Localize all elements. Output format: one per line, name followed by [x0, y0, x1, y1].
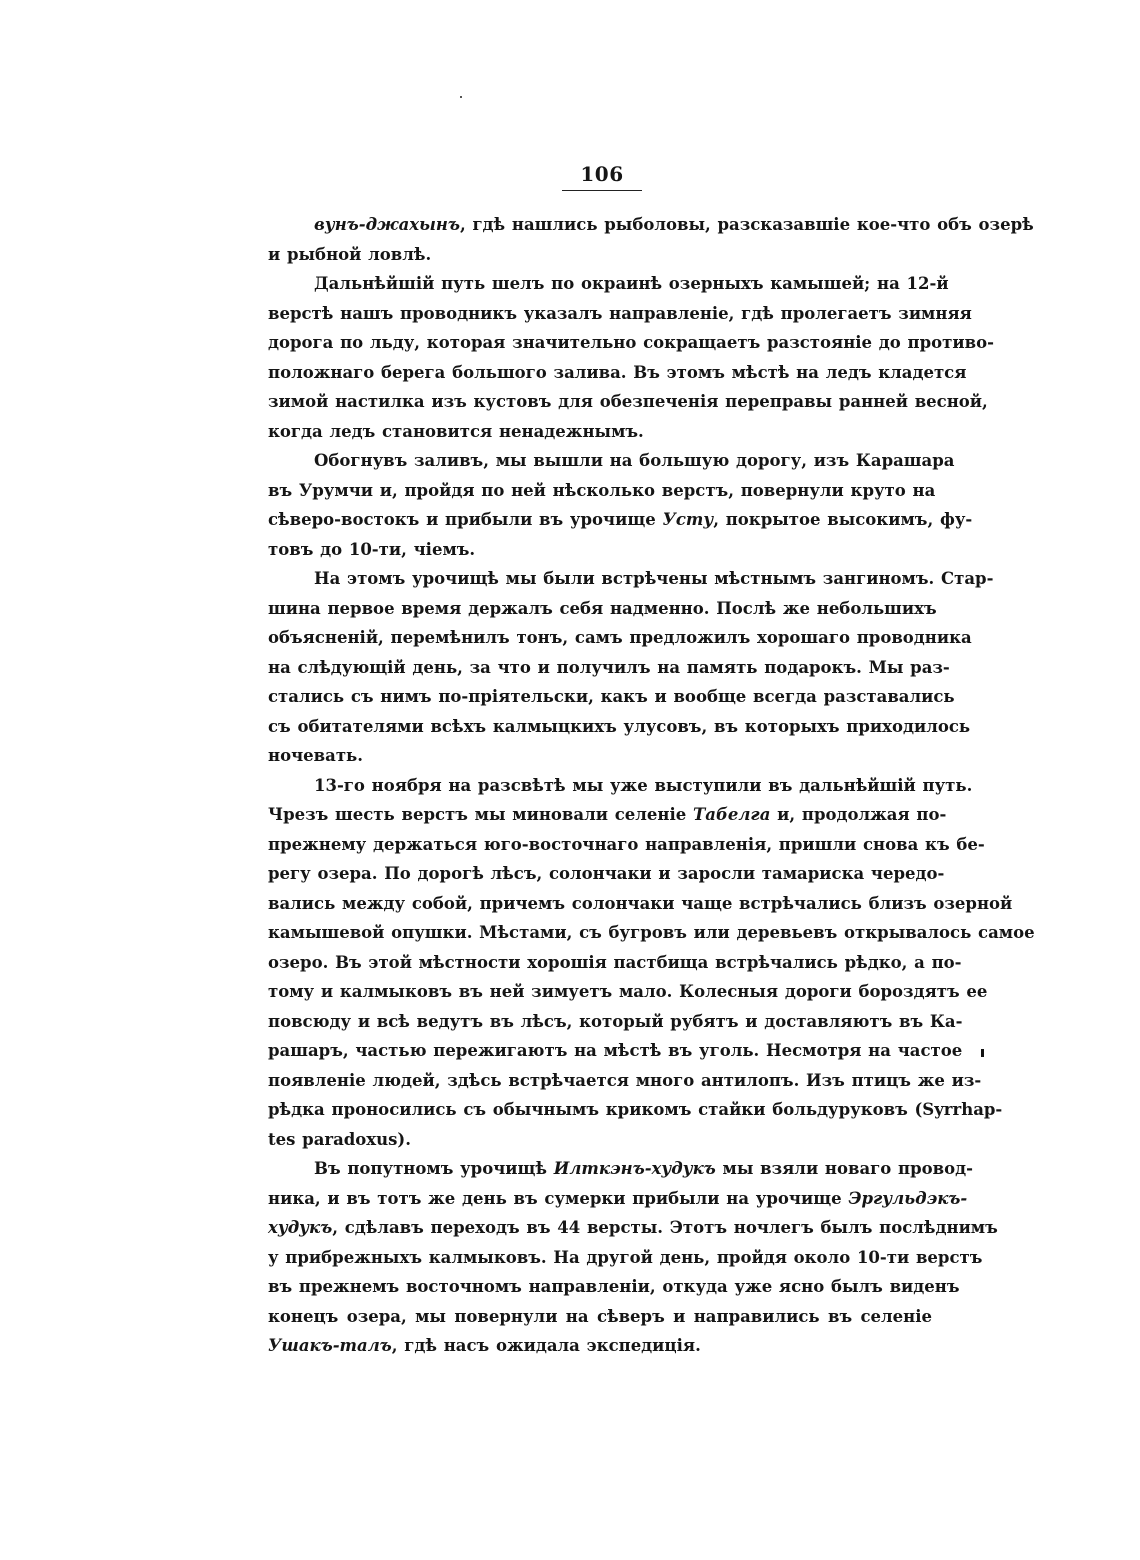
text-line: [268, 741, 932, 771]
text-segment: Дальнѣйшій путь шелъ по окраинѣ озерныхъ камышей; на 12-й: [314, 274, 949, 293]
text-segment: мы взяли новаго провод-: [715, 1159, 973, 1178]
text-segment: верстѣ нашъ проводникъ указалъ направленіе, гдѣ пролегаетъ зимняя: [268, 303, 972, 323]
text-line: [268, 1036, 963, 1066]
text-segment: повсюду и всѣ ведутъ въ лѣсъ, который рубятъ и доставляютъ въ Ка-: [268, 1011, 963, 1031]
text-segment: и рыбной ловлѣ.: [268, 244, 432, 264]
text-line: [268, 328, 994, 358]
text-line: [268, 417, 932, 447]
text-segment: тому и калмыковъ въ ней зимуетъ мало. Колесныя дороги бороздятъ ее: [268, 982, 988, 1001]
text-segment: положнаго берега большого залива. Въ этомъ мѣстѣ на ледъ кладется: [268, 362, 967, 382]
text-line: [268, 240, 932, 270]
text-segment: дорога по льду, которая значительно сокращаетъ разстояніе до противо-: [268, 333, 994, 352]
italic-place-name: Усту: [662, 510, 714, 529]
text-line: [268, 1272, 960, 1302]
text-segment: сѣверо-востокъ и прибыли въ урочище: [268, 510, 663, 529]
text-line: [268, 1007, 963, 1037]
text-segment: съ обитателями всѣхъ калмыцкихъ улусовъ, въ которыхъ приходилось: [268, 716, 971, 736]
italic-place-name: Табелга: [692, 805, 771, 824]
page-number-rule: [562, 190, 642, 191]
text-segment: , гдѣ нашлись рыболовы, разсказавшіе кое-что объ озерѣ: [459, 215, 1034, 234]
text-line: [268, 712, 971, 742]
text-line: [268, 594, 937, 624]
text-segment: , гдѣ насъ ожидала экспедиція.: [391, 1336, 701, 1355]
text-segment: когда ледъ становится ненадежнымъ.: [268, 421, 644, 441]
text-segment: ника, и въ тотъ же день въ сумерки прибыли на урочище: [268, 1188, 849, 1208]
text-segment: ночевать.: [268, 746, 363, 765]
text-segment: объясненій, перемѣнилъ тонъ, самъ предложилъ хорошаго проводника: [268, 628, 972, 647]
text-line: [268, 889, 1013, 919]
text-line: [268, 771, 973, 801]
italic-place-name: Илткэнъ-худукъ: [553, 1159, 716, 1178]
text-segment: камышевой опушки. Мѣстами, съ бугровъ или деревьевъ открывалось самое: [268, 923, 1035, 942]
text-body: [268, 210, 1035, 1361]
text-segment: товъ до 10-ти, чіемъ.: [268, 539, 476, 559]
text-line: [268, 476, 936, 506]
paragraph: [268, 210, 1034, 269]
text-line: [268, 1184, 968, 1214]
italic-place-name: Ушакъ-талъ: [268, 1336, 392, 1355]
text-line: [268, 505, 973, 535]
text-line: [268, 918, 1035, 948]
italic-place-name: худукъ: [268, 1218, 333, 1237]
text-line: [268, 1066, 982, 1096]
scan-speck: [981, 1049, 984, 1057]
text-segment: въ Урумчи и, пройдя по ней нѣсколько верстъ, повернули круто на: [268, 480, 936, 500]
italic-place-name: вунъ-джахынъ: [314, 215, 460, 234]
text-line: [268, 446, 955, 476]
text-segment: Въ попутномъ урочищѣ: [314, 1159, 554, 1178]
text-segment: прежнему держаться юго-восточнаго направленія, пришли снова къ бе-: [268, 834, 985, 854]
text-line: [268, 269, 949, 299]
page-number: 106: [580, 162, 624, 186]
text-line: [268, 1243, 983, 1273]
text-line: [268, 210, 1034, 240]
italic-place-name: Эргульдэкъ-: [848, 1188, 968, 1208]
text-line: [268, 1154, 973, 1184]
text-segment: , сдѣлавъ переходъ въ 44 версты. Этотъ ночлегъ былъ послѣднимъ: [332, 1218, 998, 1237]
text-line: [268, 977, 988, 1007]
text-line: [268, 1331, 932, 1361]
text-line: [268, 358, 967, 388]
text-line: [268, 535, 932, 565]
text-segment: tes paradoxus).: [268, 1129, 411, 1149]
text-line: [268, 948, 962, 978]
text-line: [268, 299, 972, 329]
text-line: [268, 1095, 1003, 1125]
text-segment: озеро. Въ этой мѣстности хорошія пастбища встрѣчались рѣдко, а по-: [268, 952, 962, 972]
paragraph: [268, 446, 973, 564]
text-line: [268, 1213, 998, 1243]
paragraph: [268, 564, 994, 771]
paragraph: [268, 269, 994, 446]
text-line: [268, 623, 972, 653]
scan-speck: [460, 96, 462, 98]
text-line: [268, 653, 950, 683]
text-segment: Обогнувъ заливъ, мы вышли на большую дорогу, изъ Карашара: [314, 451, 955, 470]
text-line: [268, 1125, 932, 1155]
text-segment: на слѣдующій день, за что и получилъ на память подарокъ. Мы раз-: [268, 657, 950, 677]
text-segment: 13-го ноября на разсвѣтѣ мы уже выступили въ дальнѣйшій путь.: [314, 775, 973, 795]
text-segment: , покрытое высокимъ, фу-: [713, 510, 973, 529]
text-segment: шина первое время держалъ себя надменно. Послѣ же небольшихъ: [268, 598, 937, 618]
text-segment: регу озера. По дорогѣ лѣсъ, солончаки и заросли тамариска чередо-: [268, 864, 945, 883]
text-line: [268, 387, 988, 417]
text-line: [268, 800, 947, 830]
paragraph: [268, 1154, 998, 1361]
text-segment: На этомъ урочищѣ мы были встрѣчены мѣстнымъ зангиномъ. Стар-: [314, 569, 994, 588]
text-line: [268, 830, 985, 860]
text-line: [268, 682, 955, 712]
text-segment: появленіе людей, здѣсь встрѣчается много антилопъ. Изъ птицъ же из-: [268, 1070, 982, 1090]
text-segment: рашаръ, частью пережигаютъ на мѣстѣ въ уголь. Несмотря на частое: [268, 1041, 963, 1060]
text-segment: у прибрежныхъ калмыковъ. На другой день, пройдя около 10-ти верстъ: [268, 1247, 983, 1267]
text-segment: конецъ озера, мы повернули на сѣверъ и направились въ селеніе: [268, 1306, 932, 1326]
text-line: [268, 1302, 932, 1332]
text-segment: въ прежнемъ восточномъ направленіи, откуда уже ясно былъ виденъ: [268, 1277, 960, 1296]
text-segment: вались между собой, причемъ солончаки чаще встрѣчались близъ озерной: [268, 893, 1013, 913]
text-segment: зимой настилка изъ кустовъ для обезпеченія переправы ранней весной,: [268, 392, 988, 411]
text-line: [268, 564, 994, 594]
text-segment: и, продолжая по-: [770, 805, 947, 824]
paragraph: [268, 771, 1035, 1155]
text-line: [268, 859, 945, 889]
text-segment: рѣдка проносились съ обычнымъ крикомъ стайки больдуруковъ (Syrrhap-: [268, 1100, 1003, 1119]
text-segment: стались съ нимъ по-пріятельски, какъ и вообще всегда разставались: [268, 687, 955, 706]
text-segment: Чрезъ шесть верстъ мы миновали селеніе: [268, 805, 693, 824]
